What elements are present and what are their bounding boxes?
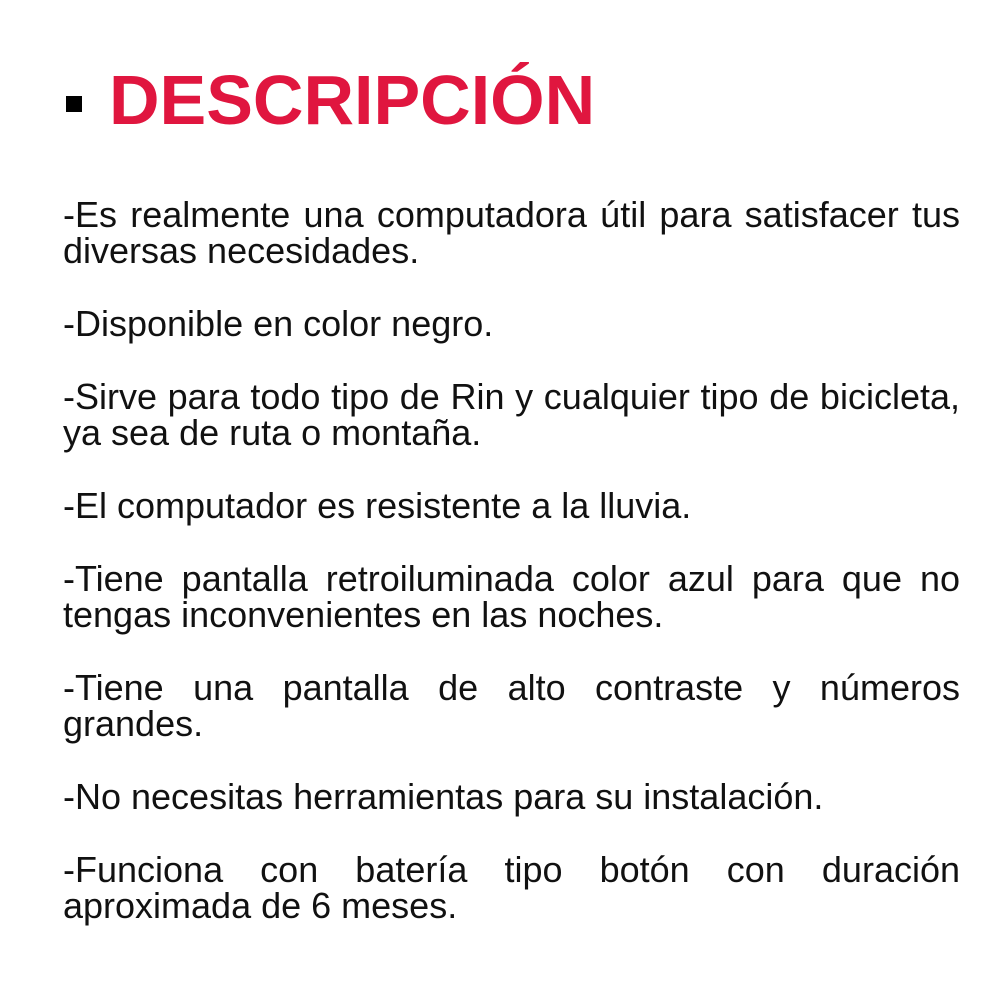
feature-item: -Tiene una pantalla de alto contraste y números grandes. bbox=[63, 667, 960, 744]
feature-item: -El computador es resistente a la lluvia. bbox=[63, 485, 692, 526]
section-title: DESCRIPCIÓN bbox=[109, 61, 596, 139]
square-bullet-icon bbox=[66, 96, 82, 112]
feature-item: -Funciona con batería tipo botón con duración aproximada de 6 meses. bbox=[63, 849, 960, 926]
feature-list bbox=[63, 194, 960, 961]
section-header bbox=[66, 60, 595, 140]
feature-item: -Disponible en color negro. bbox=[63, 303, 494, 344]
feature-item: -Sirve para todo tipo de Rin y cualquier tipo de bicicleta, ya sea de ruta o montaña. bbox=[63, 376, 960, 453]
feature-item: -Es realmente una computadora útil para satisfacer tus diversas necesidades. bbox=[63, 194, 960, 271]
feature-item: -Tiene pantalla retroiluminada color azul para que no tengas inconvenientes en las noches. bbox=[63, 558, 960, 635]
feature-item: -No necesitas herramientas para su instalación. bbox=[63, 776, 824, 817]
